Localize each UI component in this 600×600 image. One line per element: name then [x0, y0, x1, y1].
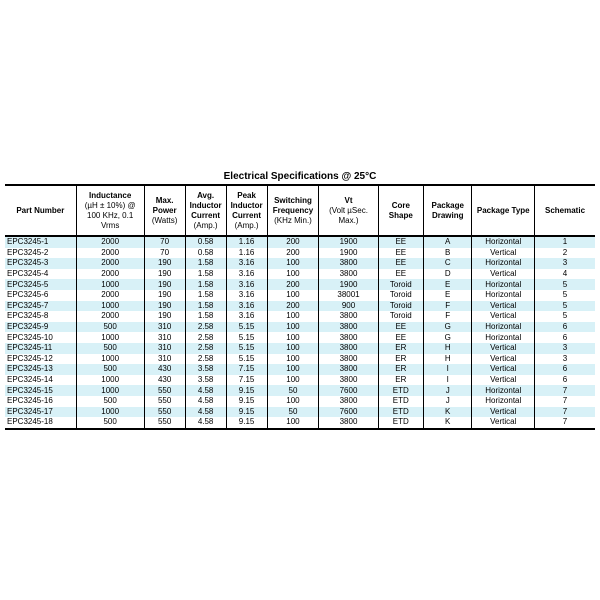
cell-schematic: 7: [535, 396, 595, 407]
cell-vt: 3800: [319, 269, 378, 280]
header-core-shape: Core Shape: [378, 185, 423, 236]
cell-avg-current: 3.58: [185, 364, 226, 375]
cell-schematic: 3: [535, 258, 595, 269]
cell-part-number: EPC3245-2: [7, 247, 49, 257]
cell-package-type: Vertical: [472, 311, 535, 322]
cell-schematic: 7: [535, 385, 595, 396]
cell-schematic: 7: [535, 407, 595, 418]
cell-package-type: Horizontal: [472, 258, 535, 269]
cell-inductance: 500: [76, 322, 144, 333]
cell-package-type: Horizontal: [472, 322, 535, 333]
cell-inductance: 500: [76, 396, 144, 407]
cell-inductance: 2000: [76, 258, 144, 269]
cell-package-drawing: H: [423, 354, 472, 365]
cell-max-power: 190: [144, 311, 185, 322]
cell-core-shape: EE: [378, 322, 423, 333]
cell-peak-current: 5.15: [226, 322, 267, 333]
cell-switching-frequency: 100: [267, 396, 319, 407]
cell-switching-frequency: 100: [267, 375, 319, 386]
cell-core-shape: ER: [378, 364, 423, 375]
cell-package-drawing: I: [423, 364, 472, 375]
header-schematic: Schematic: [535, 185, 595, 236]
cell-avg-current: 2.58: [185, 343, 226, 354]
cell-package-drawing: J: [423, 385, 472, 396]
cell-peak-current: 9.15: [226, 385, 267, 396]
table-row: [5, 417, 595, 429]
cell-schematic: 6: [535, 375, 595, 386]
cell-max-power: 190: [144, 290, 185, 301]
cell-core-shape: Toroid: [378, 301, 423, 312]
cell-package-drawing: F: [423, 301, 472, 312]
cell-switching-frequency: 100: [267, 269, 319, 280]
cell-package-type: Vertical: [472, 248, 535, 259]
cell-core-shape: EE: [378, 269, 423, 280]
cell-avg-current: 3.58: [185, 375, 226, 386]
cell-peak-current: 9.15: [226, 417, 267, 429]
cell-max-power: 190: [144, 269, 185, 280]
cell-part-number: EPC3245-7: [5, 301, 76, 312]
cell-vt: 3800: [319, 332, 378, 343]
cell-part-number: EPC3245-6: [7, 290, 49, 300]
cell-peak-current: 3.16: [226, 269, 267, 280]
cell-vt: 900: [319, 301, 378, 312]
cell-max-power: 70: [144, 236, 185, 248]
table-row: [5, 375, 595, 386]
cell-core-shape: EE: [378, 258, 423, 269]
cell-package-type: Horizontal: [472, 279, 535, 290]
cell-max-power: 430: [144, 364, 185, 375]
spec-sheet: [5, 171, 595, 430]
cell-switching-frequency: 100: [267, 258, 319, 269]
cell-switching-frequency: 100: [267, 417, 319, 429]
cell-part-number: EPC3245-1: [5, 236, 76, 248]
cell-switching-frequency: 50: [267, 385, 319, 396]
cell-vt: 3800: [319, 322, 378, 333]
cell-max-power: 190: [144, 301, 185, 312]
cell-schematic: 5: [535, 290, 595, 301]
header-package-drawing: Package Drawing: [423, 185, 472, 236]
cell-avg-current: 1.58: [185, 301, 226, 312]
cell-max-power: 550: [144, 385, 185, 396]
cell-max-power: 550: [144, 417, 185, 429]
cell-schematic: 5: [535, 279, 595, 290]
cell-inductance: 2000: [76, 290, 144, 301]
cell-avg-current: 1.58: [185, 290, 226, 301]
cell-core-shape: EE: [378, 332, 423, 343]
cell-avg-current: 1.58: [185, 311, 226, 322]
cell-schematic: 2: [535, 248, 595, 259]
header-peak-current: Peak Inductor Current (Amp.): [226, 185, 267, 236]
cell-max-power: 310: [144, 343, 185, 354]
cell-part-number: EPC3245-18: [7, 417, 53, 427]
cell-part-number: EPC3245-10: [7, 332, 53, 342]
cell-avg-current: 4.58: [185, 385, 226, 396]
cell-inductance: 1000: [76, 354, 144, 365]
cell-package-drawing: B: [423, 248, 472, 259]
cell-vt: 3800: [319, 311, 378, 322]
cell-package-type: Vertical: [472, 407, 535, 418]
table-row: [5, 364, 595, 375]
cell-max-power: 310: [144, 332, 185, 343]
cell-switching-frequency: 100: [267, 364, 319, 375]
cell-core-shape: ETD: [378, 417, 423, 429]
cell-package-drawing: I: [423, 375, 472, 386]
table-row: [5, 279, 595, 290]
cell-avg-current: 4.58: [185, 407, 226, 418]
cell-peak-current: 1.16: [226, 248, 267, 259]
cell-part-number: EPC3245-17: [5, 407, 76, 418]
cell-peak-current: 5.15: [226, 343, 267, 354]
cell-max-power: 190: [144, 258, 185, 269]
cell-vt: 3800: [319, 258, 378, 269]
table-row: [5, 385, 595, 396]
cell-package-drawing: F: [423, 311, 472, 322]
cell-peak-current: 7.15: [226, 375, 267, 386]
cell-package-type: Horizontal: [472, 396, 535, 407]
cell-vt: 7600: [319, 407, 378, 418]
header-row: [5, 185, 595, 236]
cell-switching-frequency: 100: [267, 290, 319, 301]
cell-vt: 1900: [319, 279, 378, 290]
cell-package-drawing: K: [423, 417, 472, 429]
table-title: Electrical Specifications @ 25°C: [223, 171, 377, 182]
cell-inductance: 1000: [76, 375, 144, 386]
cell-peak-current: 3.16: [226, 311, 267, 322]
cell-package-drawing: H: [423, 343, 472, 354]
cell-core-shape: ETD: [378, 396, 423, 407]
cell-peak-current: 7.15: [226, 364, 267, 375]
header-switching-frequency: Switching Frequency (KHz Min.): [267, 185, 319, 236]
cell-vt: 3800: [319, 354, 378, 365]
cell-max-power: 550: [144, 407, 185, 418]
cell-schematic: 3: [535, 343, 595, 354]
cell-package-type: Vertical: [472, 301, 535, 312]
cell-max-power: 430: [144, 375, 185, 386]
cell-package-type: Vertical: [472, 375, 535, 386]
table-row: [5, 269, 595, 280]
cell-max-power: 310: [144, 322, 185, 333]
cell-package-type: Horizontal: [472, 332, 535, 343]
cell-inductance: 1000: [76, 301, 144, 312]
table-body: [5, 236, 595, 429]
spec-table: [5, 184, 595, 430]
cell-part-number: EPC3245-14: [7, 375, 53, 385]
cell-inductance: 1000: [76, 407, 144, 418]
cell-schematic: 4: [535, 269, 595, 280]
cell-part-number: EPC3245-3: [5, 258, 76, 269]
cell-inductance: 2000: [76, 311, 144, 322]
cell-vt: 3800: [319, 375, 378, 386]
cell-avg-current: 0.58: [185, 248, 226, 259]
cell-peak-current: 1.16: [226, 236, 267, 248]
cell-core-shape: Toroid: [378, 311, 423, 322]
cell-max-power: 70: [144, 248, 185, 259]
cell-switching-frequency: 100: [267, 332, 319, 343]
cell-peak-current: 5.15: [226, 354, 267, 365]
cell-vt: 1900: [319, 236, 378, 248]
cell-max-power: 190: [144, 279, 185, 290]
cell-avg-current: 1.58: [185, 269, 226, 280]
cell-avg-current: 4.58: [185, 417, 226, 429]
cell-peak-current: 5.15: [226, 332, 267, 343]
cell-inductance: 1000: [76, 385, 144, 396]
header-part-number: Part Number: [5, 185, 76, 236]
cell-switching-frequency: 200: [267, 301, 319, 312]
cell-inductance: 500: [76, 343, 144, 354]
cell-part-number: EPC3245-16: [7, 396, 53, 406]
header-vt: Vt (Volt µSec. Max.): [319, 185, 378, 236]
table-row: [5, 343, 595, 354]
cell-package-drawing: E: [423, 290, 472, 301]
cell-peak-current: 3.16: [226, 301, 267, 312]
cell-part-number: EPC3245-5: [5, 279, 76, 290]
cell-package-drawing: G: [423, 332, 472, 343]
cell-package-type: Horizontal: [472, 385, 535, 396]
cell-switching-frequency: 50: [267, 407, 319, 418]
cell-schematic: 5: [535, 311, 595, 322]
cell-switching-frequency: 100: [267, 354, 319, 365]
cell-switching-frequency: 100: [267, 311, 319, 322]
table-row: [5, 248, 595, 259]
table-row: [5, 236, 595, 248]
cell-peak-current: 3.16: [226, 279, 267, 290]
cell-package-type: Vertical: [472, 269, 535, 280]
cell-package-type: Horizontal: [472, 236, 535, 248]
cell-package-drawing: G: [423, 322, 472, 333]
cell-inductance: 1000: [76, 332, 144, 343]
cell-vt: 3800: [319, 396, 378, 407]
cell-core-shape: ER: [378, 343, 423, 354]
cell-schematic: 3: [535, 354, 595, 365]
cell-schematic: 7: [535, 417, 595, 429]
cell-avg-current: 0.58: [185, 236, 226, 248]
cell-package-type: Vertical: [472, 354, 535, 365]
cell-core-shape: ETD: [378, 385, 423, 396]
cell-core-shape: Toroid: [378, 290, 423, 301]
cell-part-number: EPC3245-8: [7, 311, 49, 321]
header-inductance: Inductance (µH ± 10%) @ 100 KHz, 0.1 Vrms: [76, 185, 144, 236]
cell-avg-current: 1.58: [185, 279, 226, 290]
cell-package-drawing: A: [423, 236, 472, 248]
header-max-power: Max. Power (Watts): [144, 185, 185, 236]
cell-package-drawing: J: [423, 396, 472, 407]
cell-vt: 3800: [319, 364, 378, 375]
cell-peak-current: 9.15: [226, 396, 267, 407]
cell-part-number: EPC3245-9: [5, 322, 76, 333]
cell-avg-current: 4.58: [185, 396, 226, 407]
table-row: [5, 258, 595, 269]
cell-inductance: 500: [76, 417, 144, 429]
cell-core-shape: ETD: [378, 407, 423, 418]
cell-avg-current: 2.58: [185, 354, 226, 365]
cell-package-type: Vertical: [472, 364, 535, 375]
cell-switching-frequency: 100: [267, 322, 319, 333]
cell-max-power: 310: [144, 354, 185, 365]
cell-schematic: 6: [535, 322, 595, 333]
table-row: [5, 407, 595, 418]
cell-vt: 38001: [319, 290, 378, 301]
cell-inductance: 1000: [76, 279, 144, 290]
cell-inductance: 500: [76, 364, 144, 375]
table-row: [5, 354, 595, 365]
cell-part-number: EPC3245-13: [5, 364, 76, 375]
cell-switching-frequency: 200: [267, 279, 319, 290]
cell-peak-current: 3.16: [226, 290, 267, 301]
header-package-type: Package Type: [472, 185, 535, 236]
cell-vt: 3800: [319, 417, 378, 429]
cell-package-type: Vertical: [472, 417, 535, 429]
cell-schematic: 6: [535, 332, 595, 343]
table-row: [5, 396, 595, 407]
table-row: [5, 301, 595, 312]
cell-package-type: Horizontal: [472, 290, 535, 301]
cell-vt: 7600: [319, 385, 378, 396]
cell-core-shape: ER: [378, 354, 423, 365]
cell-package-drawing: C: [423, 258, 472, 269]
table-row: [5, 332, 595, 343]
table-row: [5, 290, 595, 301]
cell-package-drawing: E: [423, 279, 472, 290]
cell-core-shape: ER: [378, 375, 423, 386]
header-avg-current: Avg. Inductor Current (Amp.): [185, 185, 226, 236]
cell-avg-current: 1.58: [185, 258, 226, 269]
cell-peak-current: 9.15: [226, 407, 267, 418]
cell-peak-current: 3.16: [226, 258, 267, 269]
cell-part-number: EPC3245-12: [7, 353, 53, 363]
cell-package-drawing: K: [423, 407, 472, 418]
cell-vt: 1900: [319, 248, 378, 259]
cell-switching-frequency: 200: [267, 236, 319, 248]
cell-schematic: 6: [535, 364, 595, 375]
cell-avg-current: 2.58: [185, 322, 226, 333]
cell-avg-current: 2.58: [185, 332, 226, 343]
cell-inductance: 2000: [76, 236, 144, 248]
cell-switching-frequency: 100: [267, 343, 319, 354]
cell-vt: 3800: [319, 343, 378, 354]
cell-inductance: 2000: [76, 269, 144, 280]
cell-part-number: EPC3245-4: [7, 269, 49, 279]
cell-switching-frequency: 200: [267, 248, 319, 259]
table-row: [5, 311, 595, 322]
cell-part-number: EPC3245-11: [5, 343, 76, 354]
cell-inductance: 2000: [76, 248, 144, 259]
cell-core-shape: EE: [378, 248, 423, 259]
cell-schematic: 1: [535, 236, 595, 248]
cell-core-shape: EE: [378, 236, 423, 248]
table-row: [5, 322, 595, 333]
cell-package-type: Vertical: [472, 343, 535, 354]
cell-package-drawing: D: [423, 269, 472, 280]
cell-part-number: EPC3245-15: [5, 385, 76, 396]
cell-schematic: 5: [535, 301, 595, 312]
cell-core-shape: Toroid: [378, 279, 423, 290]
cell-max-power: 550: [144, 396, 185, 407]
